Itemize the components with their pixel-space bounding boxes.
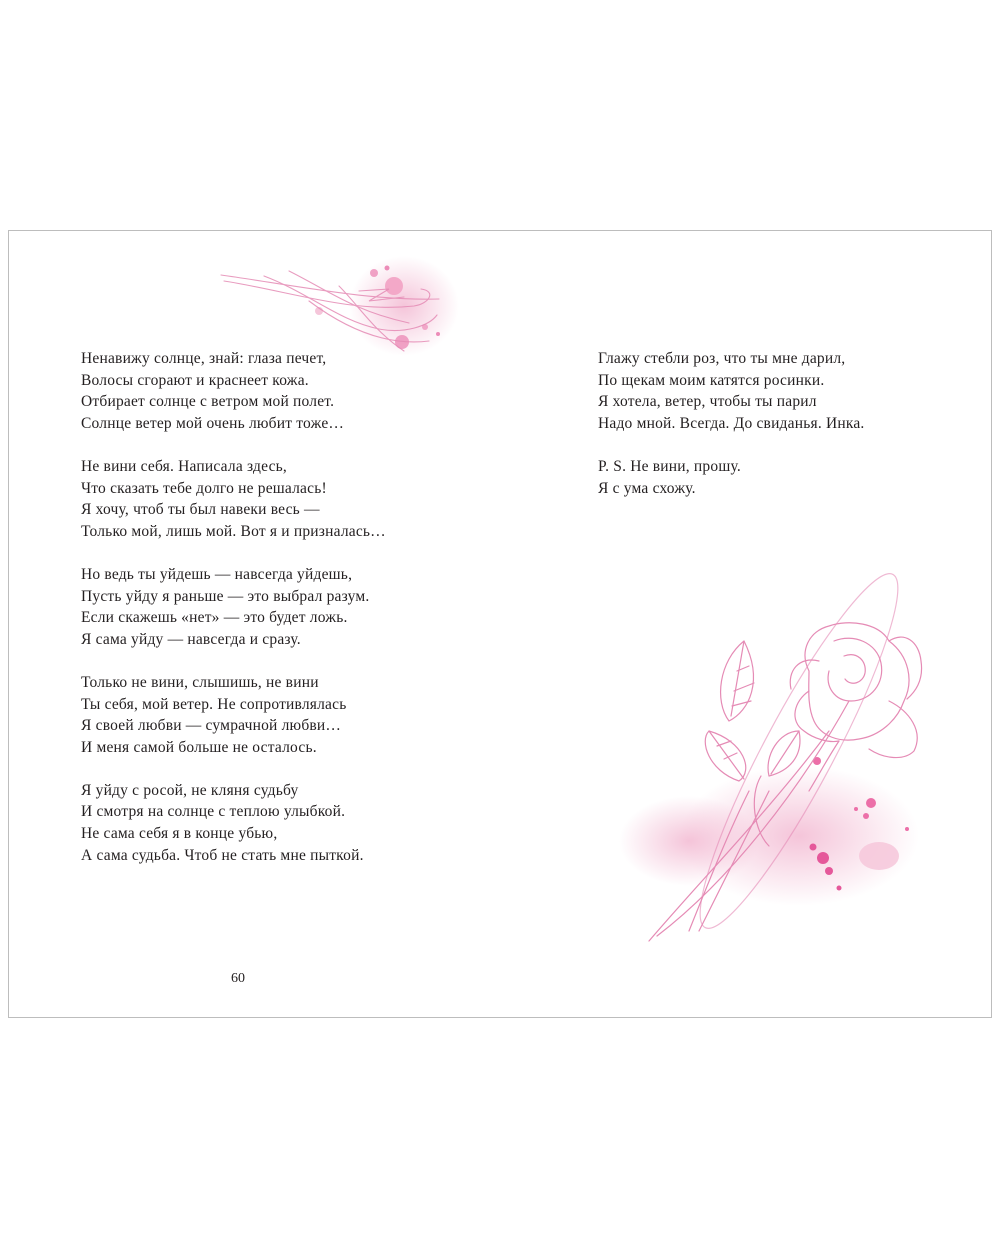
right-page-poem: [598, 348, 958, 521]
poem-line: Пусть уйду я раньше — это выбрал разум.: [81, 587, 370, 605]
poem-line: Ненавижу солнце, знай: глаза печет,: [81, 350, 327, 367]
poem-line: Волосы сгорают и краснеет кожа.: [81, 371, 309, 389]
stanza: [81, 780, 501, 866]
poem-line: Ты себя, мой ветер. Не сопротивлялась: [81, 695, 347, 713]
poem-line: P. S. Не вини, прошу.: [598, 457, 741, 475]
book-spread: [8, 230, 992, 1018]
poem-line: Отбирает солнце с ветром мой полет.: [81, 393, 335, 411]
stanza: [81, 672, 501, 758]
page-number: 60: [231, 971, 245, 986]
poem-line: Не вини себя. Написала здесь,: [81, 457, 288, 475]
poem-line: Не сама себя я в конце убью,: [81, 825, 278, 843]
left-page-poem: [81, 348, 501, 888]
poem-line: Но ведь ты уйдешь — навсегда уйдешь,: [81, 565, 353, 583]
poem-line: И смотря на солнце с теплою улыбкой.: [81, 803, 346, 821]
poem-line: Что сказать тебе долго не решалась!: [81, 479, 327, 497]
poem-line: Я хотела, ветер, чтобы ты парил: [598, 393, 817, 411]
poem-line: Я своей любви — сумрачной любви…: [81, 717, 342, 735]
stanza: [81, 348, 501, 434]
poem-line: По щекам моим катятся росинки.: [598, 371, 825, 389]
stanza: [81, 456, 501, 542]
poem-line: И меня самой больше не осталось.: [81, 738, 317, 756]
poem-line: Надо мной. Всегда. До свиданья. Инка.: [598, 414, 865, 432]
poem-line: Я уйду с росой, не кляня судьбу: [81, 781, 299, 799]
wind-swirl-icon: [221, 256, 459, 356]
poem-line: Только не вини, слышишь, не вини: [81, 673, 319, 691]
postscript: [598, 456, 958, 499]
poem-line: Я с ума схожу.: [598, 479, 696, 497]
poem-line: Солнце ветер мой очень любит тоже…: [81, 414, 345, 432]
poem-line: Я сама уйду — навсегда и сразу.: [81, 630, 301, 648]
stanza: [598, 348, 958, 434]
poem-line: Я хочу, чтоб ты был навеки весь —: [81, 501, 320, 519]
poem-line: Только мой, лишь мой. Вот я и призналась…: [81, 522, 386, 540]
poem-line: А сама судьба. Чтоб не стать мне пыткой.: [81, 846, 364, 864]
poem-line: Если скажешь «нет» — это будет ложь.: [81, 609, 348, 627]
rose-icon: [619, 558, 924, 944]
poem-line: Глажу стебли роз, что ты мне дарил,: [598, 350, 846, 367]
stanza: [81, 564, 501, 650]
